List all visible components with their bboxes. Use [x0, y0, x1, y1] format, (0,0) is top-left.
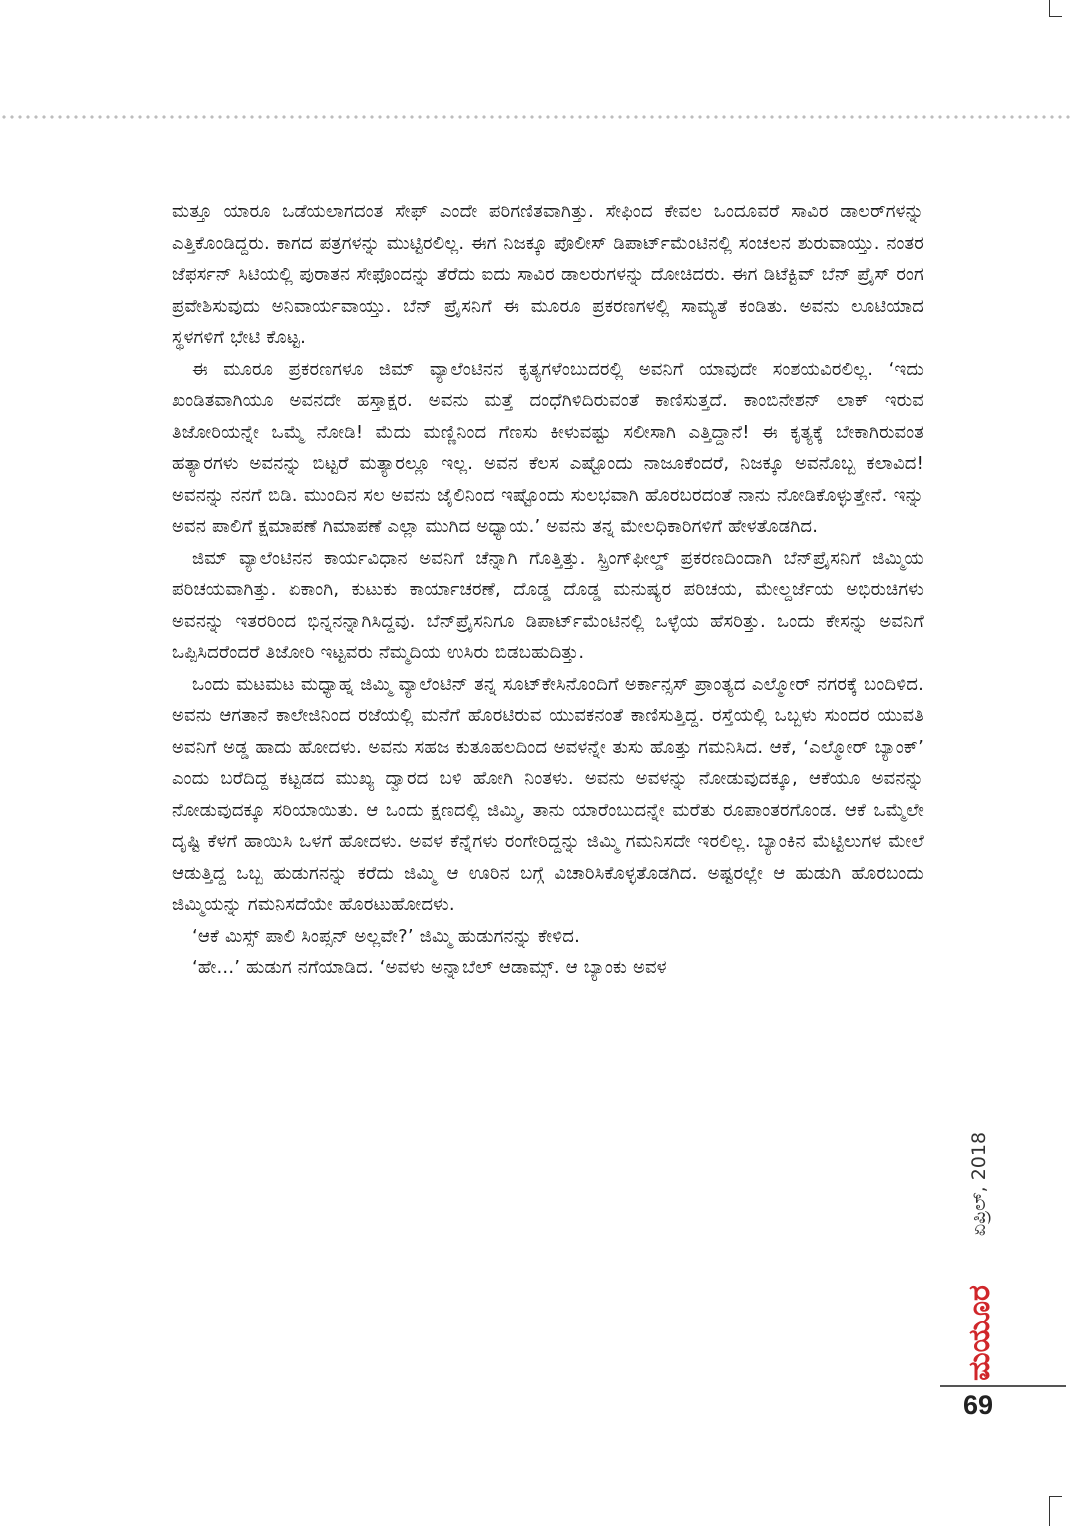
magazine-logo [958, 1275, 1002, 1387]
paragraph: ಈ ಮೂರೂ ಪ್ರಕರಣಗಳೂ ಜಿಮ್ ವ್ಯಾಲೆಂಟಿನನ ಕೃತ್ಯಗಳೆಂಬುದರಲ್ಲಿ ಅವನಿಗೆ ಯಾವುದೇ ಸಂಶಯವಿರಲಿಲ್ಲ. ‘ಇದು ಖಂಡಿತವಾಗಿಯೂ ಅವನದೇ ಹಸ್ತಾಕ್ಷರ. ಅವನು ಮತ್ತೆ ದಂಧೆಗಿಳಿದಿರುವಂತೆ ಕಾಣಿಸುತ್ತದೆ. ಕಾಂಬಿನೇಶನ್ ಲಾಕ್ ಇರುವ ತಿಜೋರಿಯನ್ನೇ ಒಮ್ಮೆ ನೋಡಿ! ಮೆದು ಮಣ್ಣಿನಿಂದ ಗೆಣಸು ಕೀಳುವಷ್ಟು ಸಲೀಸಾಗಿ ಎತ್ತಿದ್ದಾನೆ! ಈ ಕೃತ್ಯಕ್ಕೆ ಬೇಕಾಗಿರುವಂತ ಹತ್ಯಾರಗಳು ಅವನನ್ನು ಬಿಟ್ಟರೆ ಮತ್ಯಾರಲ್ಲೂ ಇಲ್ಲ. ಅವನ ಕೆಲಸ ಎಷ್ಟೊಂದು ನಾಜೂಕೆಂದರೆ, ನಿಜಕ್ಕೂ ಅವನೊಬ್ಬ ಕಲಾವಿದ! ಅವನನ್ನು ನನಗೆ ಬಿಡಿ. ಮುಂದಿನ ಸಲ ಅವನು ಜೈಲಿನಿಂದ ಇಷ್ಟೊಂದು ಸುಲಭವಾಗಿ ಹೊರಬರದಂತೆ ನಾನು ನೋಡಿಕೊಳ್ಳುತ್ತೇನೆ. ಇನ್ನು ಅವನ ಪಾಲಿಗೆ ಕ್ಷಮಾಪಣೆ ಗಿಮಾಪಣೆ ಎಲ್ಲಾ ಮುಗಿದ ಅಧ್ಯಾಯ.’ ಅವನು ತನ್ನ ಮೇಲಧಿಕಾರಿಗಳಿಗೆ ಹೇಳತೊಡಗಿದ. [172, 358, 924, 537]
footer-rule [940, 1385, 1066, 1387]
issue-date [952, 1110, 1012, 1260]
article-body [172, 196, 924, 984]
paragraph: ‘ಆಕೆ ಮಿಸ್ಸ್ ಪಾಲಿ ಸಿಂಪ್ಸನ್ ಅಲ್ಲವೇ?’ ಜಿಮ್ಮಿ ಹುಡುಗನನ್ನು ಕೇಳಿದ. [192, 925, 581, 947]
crop-mark-bottom [1049, 1496, 1062, 1526]
issue-date-text: ಏಪ್ರಿಲ್, 2018 [968, 1131, 990, 1237]
paragraph: ‘ಹೇ...’ ಹುಡುಗ ನಗೆಯಾಡಿದ. ‘ಅವಳು ಅನ್ನಾಬೆಲ್ ಆಡಾಮ್ಸ್. ಆ ಬ್ಯಾಂಕು ಅವಳ [192, 957, 667, 978]
paragraph: ಜಿಮ್ ವ್ಯಾಲೆಂಟಿನನ ಕಾರ್ಯವಿಧಾನ ಅವನಿಗೆ ಚೆನ್ನಾಗಿ ಗೊತ್ತಿತ್ತು. ಸ್ಪ್ರಿಂಗ್‌ಫೀಲ್ಡ್ ಪ್ರಕರಣದಿಂದಾಗಿ ಬೆನ್‌ಪ್ರೈಸನಿಗೆ ಜಿಮ್ಮಿಯ ಪರಿಚಯವಾಗಿತ್ತು. ಏಕಾಂಗಿ, ಕುಟುಕು ಕಾರ್ಯಾಚರಣೆ, ದೊಡ್ಡ ದೊಡ್ಡ ಮನುಷ್ಯರ ಪರಿಚಯ, ಮೇಲ್ದರ್ಜೆಯ ಅಭಿರುಚಿಗಳು ಅವನನ್ನು ಇತರರಿಂದ ಭಿನ್ನನನ್ನಾಗಿಸಿದ್ದವು. ಬೆನ್‌ಪ್ರೈಸನಿಗೂ ಡಿಪಾರ್ಟ್‌ಮೆಂಟಿನಲ್ಲಿ ಒಳ್ಳೆಯ ಹೆಸರಿತ್ತು. ಒಂದು ಕೇಸನ್ನು ಅವನಿಗೆ ಒಪ್ಪಿಸಿದರೆಂದರೆ ತಿಜೋರಿ ಇಟ್ಟವರು ನೆಮ್ಮದಿಯ ಉಸಿರು ಬಿಡಬಹುದಿತ್ತು. [172, 547, 924, 663]
magazine-logo-text: ಮಯೂರ [962, 1285, 997, 1381]
dotted-divider [0, 115, 1072, 119]
page-number: 69 [962, 1390, 994, 1420]
crop-mark-top [1049, 0, 1062, 17]
paragraph: ಒಂದು ಮಟಮಟ ಮಧ್ಯಾಹ್ನ ಜಿಮ್ಮಿ ವ್ಯಾಲೆಂಟಿನ್ ತನ್ನ ಸೂಟ್‌ಕೇಸಿನೊಂದಿಗೆ ಅರ್ಕಾನ್ಸಸ್ ಪ್ರಾಂತ್ಯದ ಎಲ್ಮೋರ್ ನಗರಕ್ಕೆ ಬಂದಿಳಿದ. ಅವನು ಆಗತಾನೆ ಕಾಲೇಜಿನಿಂದ ರಜೆಯಲ್ಲಿ ಮನೆಗೆ ಹೊರಟಿರುವ ಯುವಕನಂತೆ ಕಾಣಿಸುತ್ತಿದ್ದ. ರಸ್ತೆಯಲ್ಲಿ ಒಬ್ಬಳು ಸುಂದರ ಯುವತಿ ಅವನಿಗೆ ಅಡ್ಡ ಹಾದು ಹೋದಳು. ಅವನು ಸಹಜ ಕುತೂಹಲದಿಂದ ಅವಳನ್ನೇ ತುಸು ಹೊತ್ತು ಗಮನಿಸಿದ. ಆಕೆ, ‘ಎಲ್ಮೋರ್ ಬ್ಯಾಂಕ್’ ಎಂದು ಬರೆದಿದ್ದ ಕಟ್ಟಡದ ಮುಖ್ಯ ದ್ವಾರದ ಬಳಿ ಹೋಗಿ ನಿಂತಳು. ಅವನು ಅವಳನ್ನು ನೋಡುವುದಕ್ಕೂ, ಆಕೆಯೂ ಅವನನ್ನು ನೋಡುವುದಕ್ಕೂ ಸರಿಯಾಯಿತು. ಆ ಒಂದು ಕ್ಷಣದಲ್ಲಿ ಜಿಮ್ಮಿ, ತಾನು ಯಾರೆಂಬುದನ್ನೇ ಮರೆತು ರೂಪಾಂತರಗೊಂಡ. ಆಕೆ ಒಮ್ಮೆಲೇ ದೃಷ್ಟಿ ಕೆಳಗೆ ಹಾಯಿಸಿ ಒಳಗೆ ಹೋದಳು. ಅವಳ ಕೆನ್ನೆಗಳು ರಂಗೇರಿದ್ದನ್ನು ಜಿಮ್ಮಿ ಗಮನಿಸದೇ ಇರಲಿಲ್ಲ. ಬ್ಯಾಂಕಿನ ಮೆಟ್ಟಿಲುಗಳ ಮೇಲೆ ಆಡುತ್ತಿದ್ದ ಒಬ್ಬ ಹುಡುಗನನ್ನು ಕರೆದು ಜಿಮ್ಮಿ ಆ ಊರಿನ ಬಗ್ಗೆ ವಿಚಾರಿಸಿಕೊಳ್ಳತೊಡಗಿದ. ಅಷ್ಟರಲ್ಲೇ ಆ ಹುಡುಗಿ ಹೊರಬಂದು ಜಿಮ್ಮಿಯನ್ನು ಗಮನಿಸದೆಯೇ ಹೊರಟುಹೋದಳು. [172, 673, 924, 915]
paragraph: ಮತ್ತೂ ಯಾರೂ ಒಡೆಯಲಾಗದಂತ ಸೇಫ್ ಎಂದೇ ಪರಿಗಣಿತವಾಗಿತ್ತು. ಸೇಫಿಂದ ಕೇವಲ ಒಂದೂವರೆ ಸಾವಿರ ಡಾಲರ್‌ಗಳನ್ನು ಎತ್ತಿಕೊಂಡಿದ್ದರು. ಕಾಗದ ಪತ್ರಗಳನ್ನು ಮುಟ್ಟಿರಲಿಲ್ಲ. ಈಗ ನಿಜಕ್ಕೂ ಪೊಲೀಸ್ ಡಿಪಾರ್ಟ್‌ಮೆಂಟಿನಲ್ಲಿ ಸಂಚಲನ ಶುರುವಾಯ್ತು. ನಂತರ ಜೆಫರ್ಸನ್ ಸಿಟಿಯಲ್ಲಿ ಪುರಾತನ ಸೇಫೊಂದನ್ನು ತೆರೆದು ಐದು ಸಾವಿರ ಡಾಲರುಗಳನ್ನು ದೋಚಿದರು. ಈಗ ಡಿಟೆಕ್ಟಿವ್ ಬೆನ್ ಪ್ರೈಸ್ ರಂಗ ಪ್ರವೇಶಿಸುವುದು ಅನಿವಾರ್ಯವಾಯ್ತು. ಬೆನ್ ಪ್ರೈಸನಿಗೆ ಈ ಮೂರೂ ಪ್ರಕರಣಗಳಲ್ಲಿ ಸಾಮ್ಯತೆ ಕಂಡಿತು. ಅವನು ಲೂಟಿಯಾದ ಸ್ಥಳಗಳಿಗೆ ಭೇಟಿ ಕೊಟ್ಟ. [172, 201, 924, 348]
